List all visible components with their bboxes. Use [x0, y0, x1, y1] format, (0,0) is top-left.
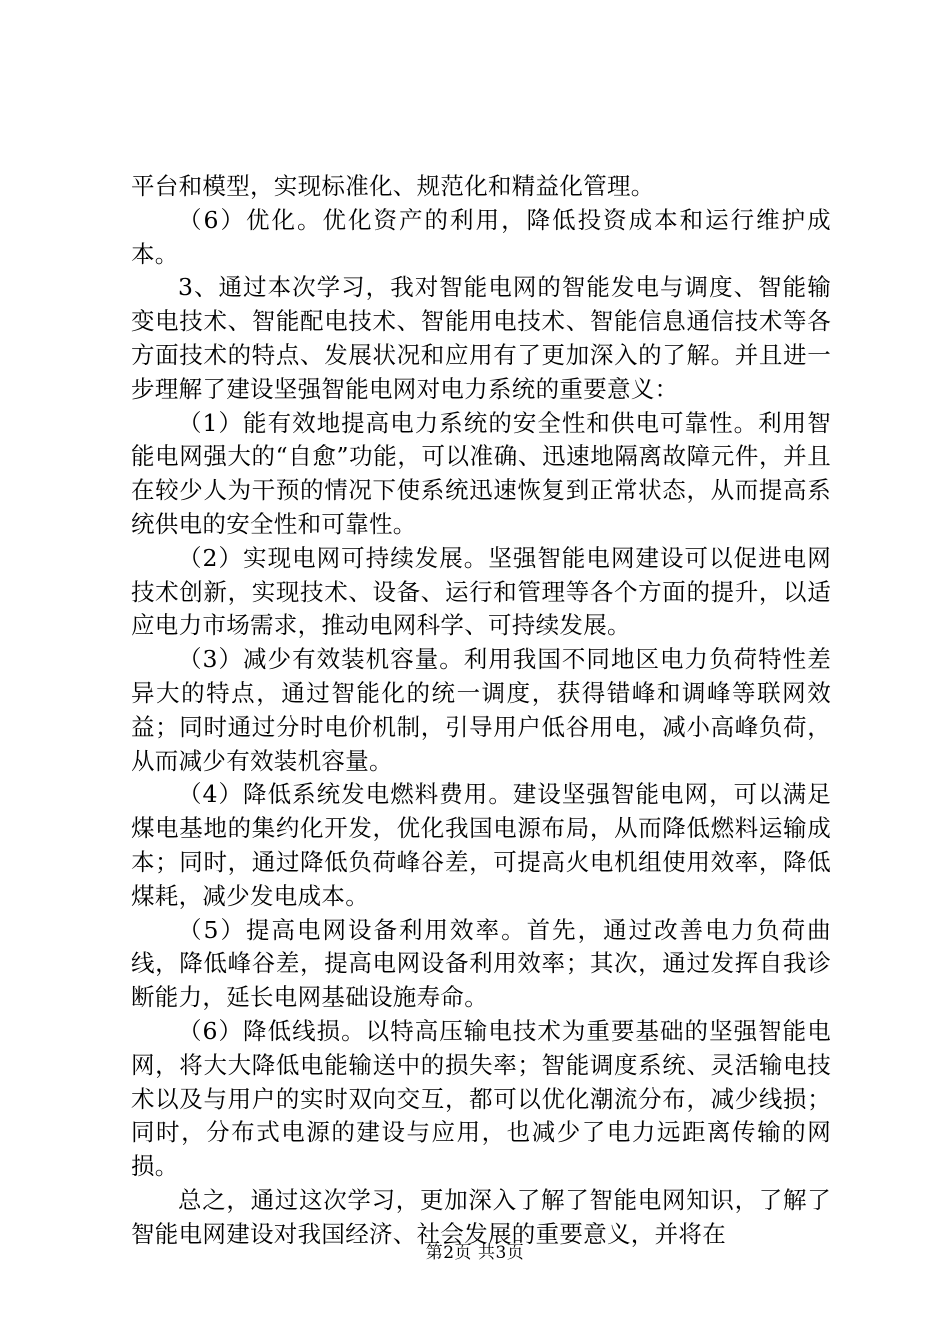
paragraph-7: （4）降低系统发电燃料费用。建设坚强智能电网，可以满足煤电基地的集约化开发，优化我国电源布局，从而降低燃料运输成本；同时，通过降低负荷峰谷差，可提高火电机组使用效率，降低煤耗，减少发电成本。 — [131, 780, 831, 910]
paragraph-6: （3）减少有效装机容量。利用我国不同地区电力负荷特性差异大的特点，通过智能化的统一调度，获得错峰和调峰等联网效益；同时通过分时电价机制，引导用户低谷用电，减小高峰负荷，从而减少有效装机容量。 — [131, 645, 831, 775]
paragraph-4: （1）能有效地提高电力系统的安全性和供电可靠性。利用智能电网强大的“自愈”功能，可以准确、迅速地隔离故障元件，并且在较少人为干预的情况下使系统迅速恢复到正常状态，从而提高系统供电的安全性和可靠性。 — [131, 408, 831, 538]
paragraph-3: 3、通过本次学习，我对智能电网的智能发电与调度、智能输变电技术、智能配电技术、智能用电技术、智能信息通信技术等各方面技术的特点、发展状况和应用有了更加深入的了解。并且进一步理解了建设坚强智能电网对电力系统的重要意义： — [131, 273, 831, 403]
document-body — [131, 170, 831, 1252]
paragraph-9: （6）降低线损。以特高压输电技术为重要基础的坚强智能电网，将大大降低电能输送中的损失率；智能调度系统、灵活输电技术以及与用户的实时双向交互，都可以优化潮流分布，减少线损；同时，分布式电源的建设与应用，也减少了电力远距离传输的网损。 — [131, 1016, 831, 1181]
paragraph-2: （6）优化。优化资产的利用，降低投资成本和运行维护成本。 — [131, 205, 831, 268]
paragraph-5: （2）实现电网可持续发展。坚强智能电网建设可以促进电网技术创新，实现技术、设备、运行和管理等各个方面的提升，以适应电力市场需求，推动电网科学、可持续发展。 — [131, 543, 831, 640]
paragraph-1: 平台和模型，实现标准化、规范化和精益化管理。 — [131, 172, 655, 200]
paragraph-8: （5）提高电网设备利用效率。首先，通过改善电力负荷曲线，降低峰谷差，提高电网设备利用效率；其次，通过发挥自我诊断能力，延长电网基础设施寿命。 — [131, 915, 831, 1012]
page-number-footer: 第2页 共3页 — [425, 1243, 525, 1263]
paragraph-10: 总之，通过这次学习，更加深入了解了智能电网知识，了解了智能电网建设对我国经济、社会发展的重要意义，并将在 — [131, 1185, 831, 1248]
